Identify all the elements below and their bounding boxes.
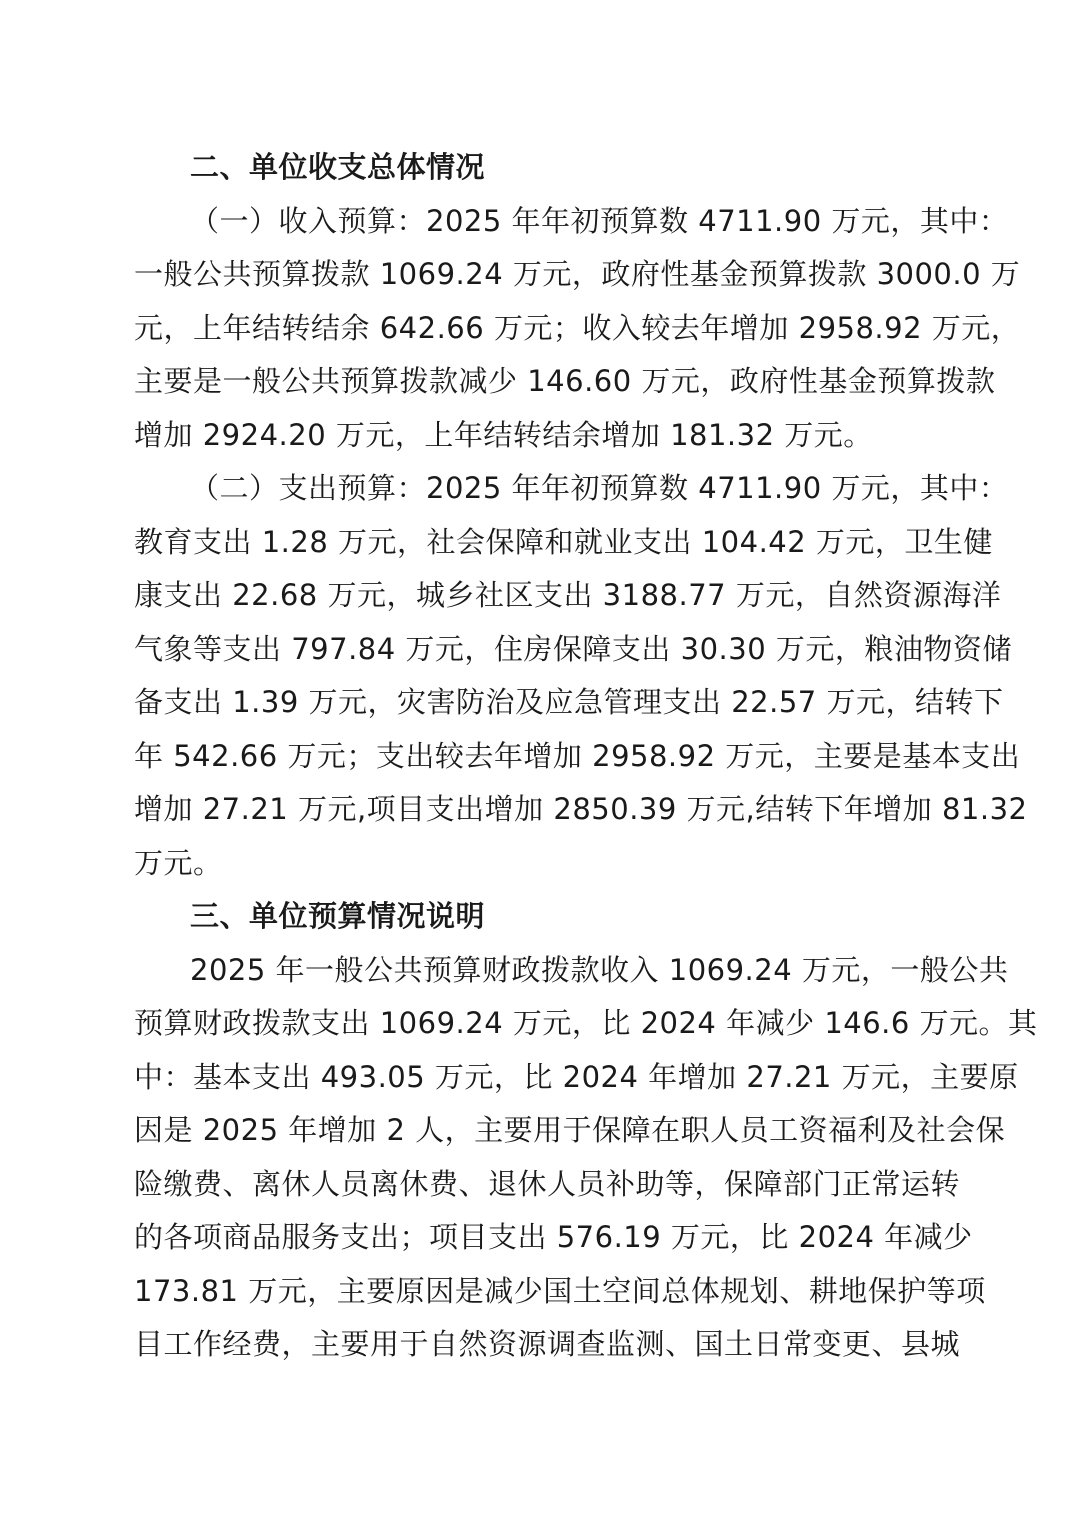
paragraph-line: 康支出 22.68 万元，城乡社区支出 3188.77 万元，自然资源海洋 xyxy=(134,578,1002,612)
paragraph-line: 中：基本支出 493.05 万元，比 2024 年增加 27.21 万元，主要原 xyxy=(134,1059,1019,1094)
section-heading-budget-explanation: 三、单位预算情况说明 xyxy=(190,899,486,933)
paragraph-line: 173.81 万元，主要原因是减少国土空间总体规划、耕地保护等项 xyxy=(134,1273,986,1308)
paragraph-line: 2025 年一般公共预算财政拨款收入 1069.24 万元，一般公共 xyxy=(190,952,1009,987)
income-budget-paragraph xyxy=(134,195,1021,463)
paragraph-line: 年 542.66 万元；支出较去年增加 2958.92 万元，主要是基本支出 xyxy=(134,738,1021,773)
paragraph-line: 险缴费、离休人员离休费、退休人员补助等，保障部门正常运转 xyxy=(134,1166,961,1201)
paragraph-line: 预算财政拨款支出 1069.24 万元，比 2024 年减少 146.6 万元。其 xyxy=(134,1006,1038,1040)
paragraph-line: 万元。 xyxy=(134,845,223,880)
expenditure-budget-paragraph xyxy=(134,462,1028,890)
paragraph-line: 一般公共预算拨款 1069.24 万元，政府性基金预算拨款 3000.0 万 xyxy=(134,257,1021,291)
paragraph-line: 教育支出 1.28 万元，社会保障和就业支出 104.42 万元，卫生健 xyxy=(134,524,993,559)
budget-explanation-paragraph xyxy=(134,944,1038,1372)
paragraph-line: 元，上年结转结余 642.66 万元；收入较去年增加 2958.92 万元， xyxy=(134,310,1021,345)
paragraph-line: 主要是一般公共预算拨款减少 146.60 万元，政府性基金预算拨款 xyxy=(134,364,996,398)
paragraph-line: 目工作经费，主要用于自然资源调查监测、国土日常变更、县城 xyxy=(134,1327,961,1361)
paragraph-line: 的各项商品服务支出；项目支出 576.19 万元，比 2024 年减少 xyxy=(134,1220,973,1254)
paragraph-line: 增加 2924.20 万元，上年结转结余增加 181.32 万元。 xyxy=(134,417,873,452)
paragraph-line: 因是 2025 年增加 2 人，主要用于保障在职人员工资福利及社会保 xyxy=(134,1113,1006,1147)
document-page xyxy=(134,141,1038,1372)
paragraph-line: 备支出 1.39 万元，灾害防治及应急管理支出 22.57 万元，结转下 xyxy=(134,685,1004,719)
paragraph-line: 增加 27.21 万元,项目支出增加 2850.39 万元,结转下年增加 81.32 xyxy=(134,792,1028,826)
paragraph-line: （一）收入预算：2025 年年初预算数 4711.90 万元，其中： xyxy=(190,203,1009,238)
section-heading-income-expenditure: 二、单位收支总体情况 xyxy=(190,150,486,184)
paragraph-line: 气象等支出 797.84 万元，住房保障支出 30.30 万元，粮油物资储 xyxy=(134,631,1012,666)
paragraph-line: （二）支出预算：2025 年年初预算数 4711.90 万元，其中： xyxy=(190,471,1009,505)
